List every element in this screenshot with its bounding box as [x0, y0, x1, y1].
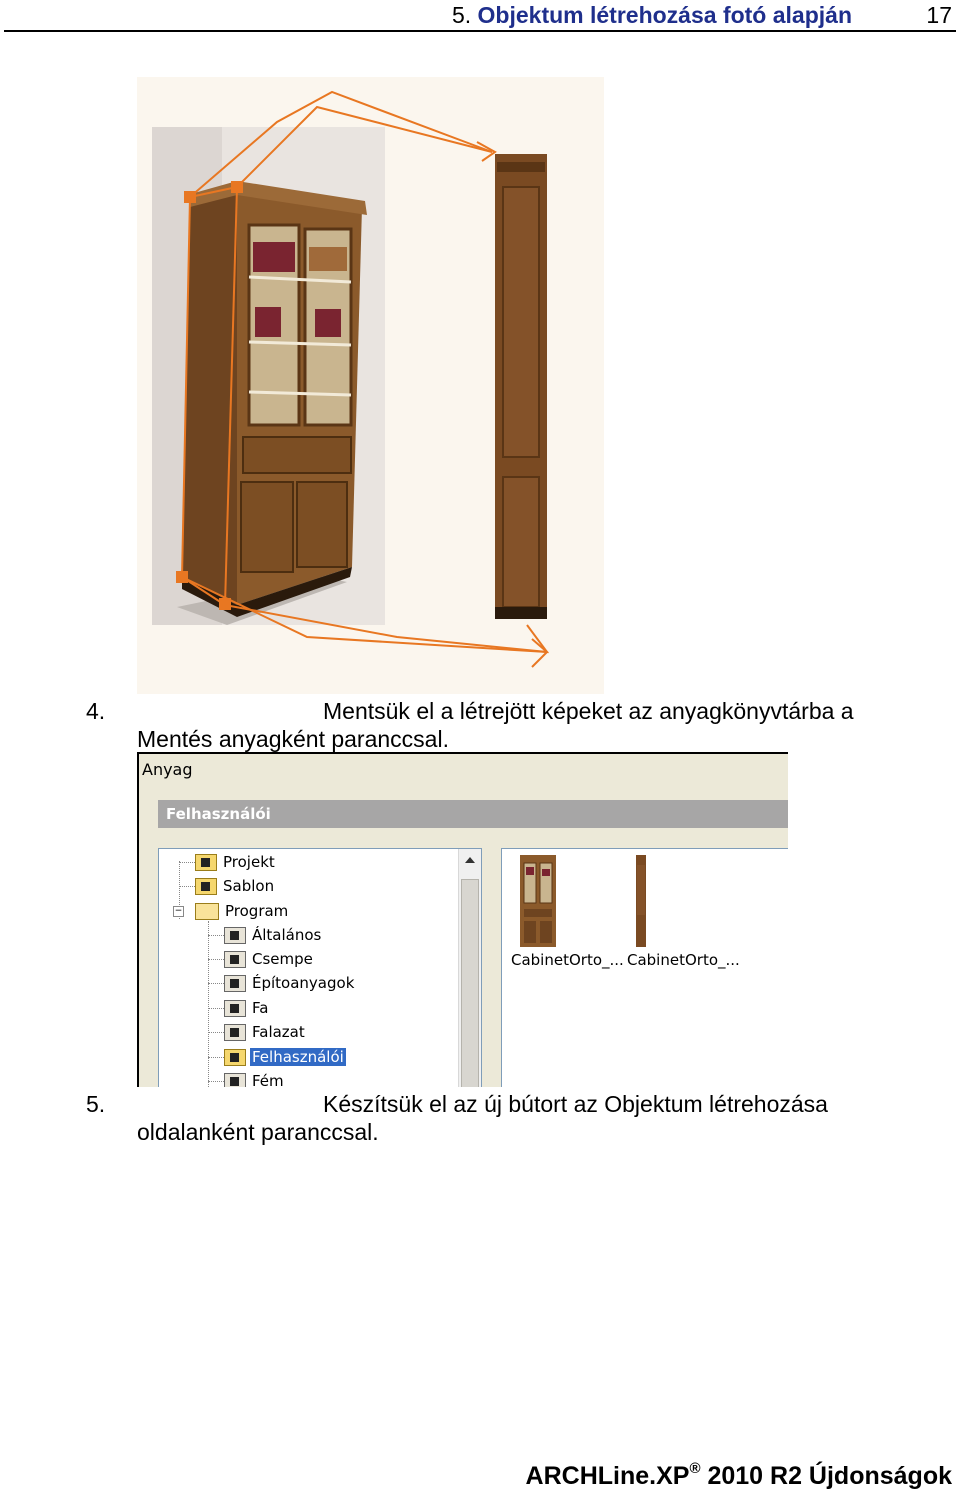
- thumbnail-cabinet-side[interactable]: [624, 855, 740, 969]
- thumbnail-caption: CabinetOrto_...: [511, 951, 624, 969]
- dialog-title: Anyag: [142, 760, 193, 779]
- folder-icon: [195, 878, 217, 895]
- cabinet-photo-figure: [137, 77, 604, 694]
- tree-item-program[interactable]: Program: [195, 900, 290, 922]
- cabinet-front-thumbnail-image: [518, 855, 558, 947]
- lower-door-left: [241, 482, 293, 572]
- cabinet-side-thumbnail-image: [634, 855, 648, 947]
- page-header: [0, 0, 960, 34]
- step-4-text-line2: Mentés anyagként paranccsal.: [137, 726, 449, 752]
- scroll-up-arrow-icon[interactable]: [465, 857, 475, 863]
- material-thumbnails: [501, 848, 788, 1087]
- lower-door-right: [297, 482, 347, 567]
- tree-item-sablon[interactable]: Sablon: [195, 875, 276, 897]
- library-tree[interactable]: [158, 848, 482, 1087]
- tree-scrollbar[interactable]: [458, 849, 481, 1087]
- folder-icon: [224, 975, 246, 992]
- books-mid-left: [255, 307, 281, 337]
- section-title: Objektum létrehozása fotó alapján: [477, 2, 852, 28]
- books-top-left: [253, 242, 295, 272]
- page-footer: [526, 1462, 952, 1491]
- folder-icon: [224, 927, 246, 944]
- folder-icon: [224, 951, 246, 968]
- folder-icon: [195, 854, 217, 871]
- folder-open-icon: [195, 903, 219, 920]
- header-rule: [4, 30, 956, 32]
- folder-icon: [224, 1000, 246, 1017]
- scroll-thumb[interactable]: [461, 879, 479, 1087]
- tree-item-fem[interactable]: Fém: [224, 1070, 286, 1087]
- step-4-number: 4.: [86, 698, 106, 724]
- step-5-text-line2: oldalanként paranccsal.: [137, 1119, 379, 1145]
- thumbnail-caption: CabinetOrto_...: [627, 951, 740, 969]
- thumbnail-cabinet-front[interactable]: [508, 855, 624, 969]
- collapse-toggle[interactable]: −: [174, 906, 183, 916]
- step-5-number: 5.: [86, 1091, 106, 1117]
- tree-item-falazat[interactable]: Falazat: [224, 1021, 307, 1043]
- step-5-text-line1: Készítsük el az új bútort az Objektum létrehozása: [323, 1091, 828, 1117]
- folder-icon: [224, 1049, 246, 1066]
- folder-icon: [224, 1024, 246, 1041]
- tree-item-csempe[interactable]: Csempe: [224, 948, 315, 970]
- page-number: 17: [926, 2, 952, 28]
- tree-item-felhasznaloi[interactable]: Felhasználói: [224, 1046, 346, 1068]
- material-dialog-screenshot: [137, 752, 788, 1087]
- tree-item-fa[interactable]: Fa: [224, 997, 270, 1019]
- group-label: Felhasználói: [166, 805, 271, 823]
- folder-icon: [224, 1073, 246, 1088]
- cabinet-illustration: [137, 77, 604, 694]
- section-number: 5.: [451, 2, 472, 28]
- tree-item-projekt[interactable]: Projekt: [195, 851, 277, 873]
- books-mid-right: [315, 309, 341, 337]
- step-4-text-line1: Mentsük el a létrejött képeket az anyagkönyvtárba a: [323, 698, 854, 724]
- books-top-right: [309, 247, 347, 271]
- tree-item-altalanos[interactable]: Általános: [224, 924, 323, 946]
- cabinet-side: [182, 187, 237, 605]
- tree-item-epitoanyagok[interactable]: Építoanyagok: [224, 972, 356, 994]
- footer-brand: ARCHLine.XP: [525, 1462, 690, 1490]
- group-header: [158, 800, 788, 828]
- footer-subtitle: 2010 R2 Újdonságok: [707, 1462, 952, 1490]
- section-heading: [452, 2, 852, 29]
- registered-mark: ®: [689, 1460, 701, 1477]
- drawer-row: [243, 437, 351, 473]
